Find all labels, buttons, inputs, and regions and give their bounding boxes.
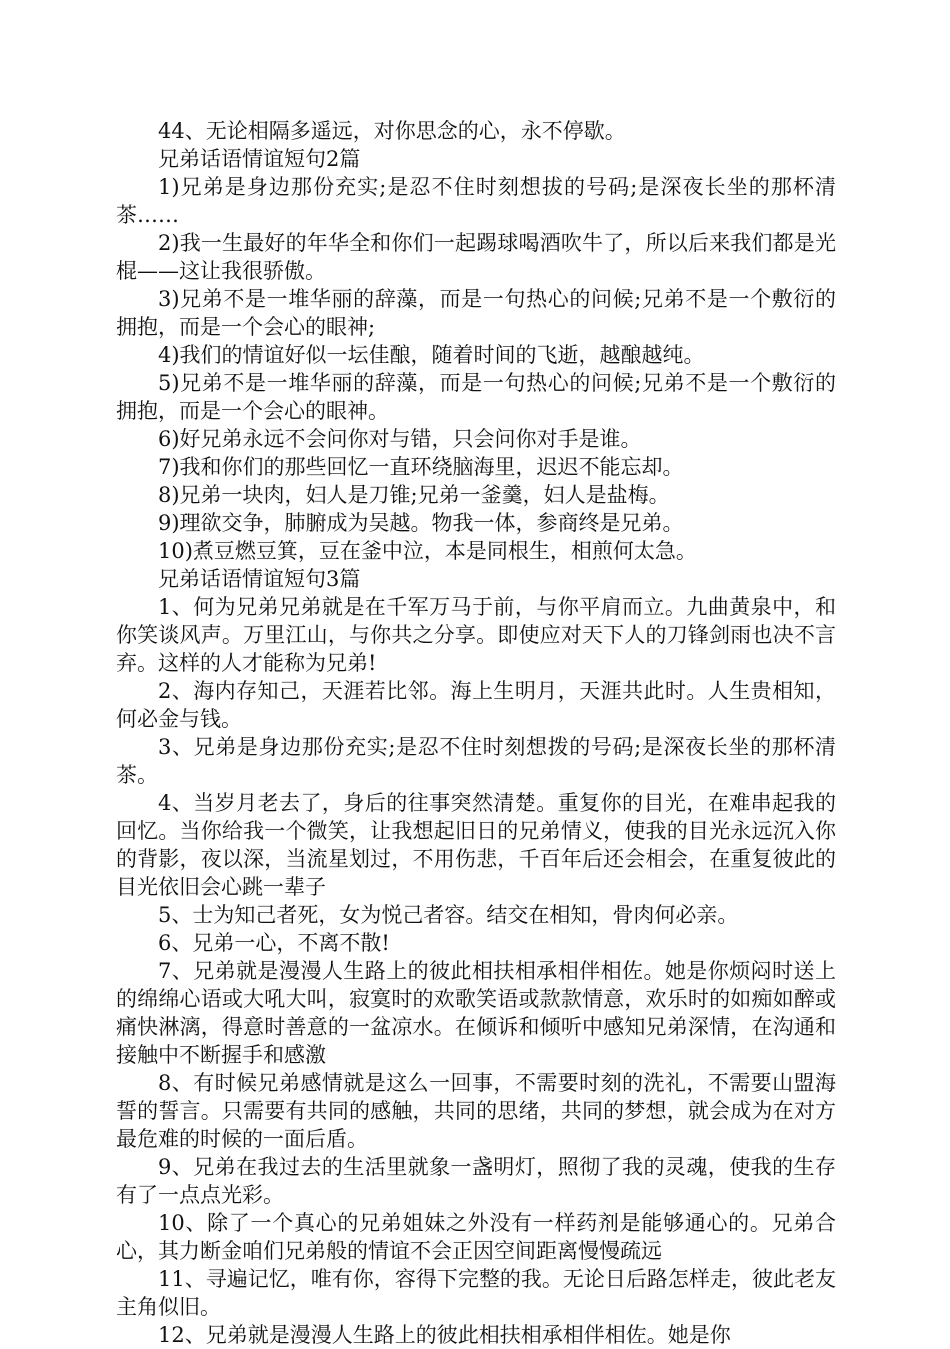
paragraph: 5)兄弟不是一堆华丽的辞藻，而是一句热心的问候;兄弟不是一个敷衍的拥抱，而是一个会心的眼神。 <box>116 371 836 423</box>
paragraph: 4、当岁月老去了，身后的往事突然清楚。重复你的目光，在难串起我的回忆。当你给我一个微笑，让我想起旧日的兄弟情义，使我的目光永远沉入你的背影，夜以深，当流星划过，不用伤悲，千百年后还会相会，在重复彼此的目光依旧会心跳一辈子 <box>116 791 836 899</box>
paragraph-44: 44、无论相隔多遥远，对你思念的心，永不停歇。 <box>158 119 626 143</box>
paragraph: 3)兄弟不是一堆华丽的辞藻，而是一句热心的问候;兄弟不是一个敷衍的拥抱，而是一个会心的眼神; <box>116 287 836 339</box>
section-heading-3: 兄弟话语情谊短句3篇 <box>158 567 361 591</box>
paragraph: 8)兄弟一块肉，妇人是刀锥;兄弟一釜羹，妇人是盐梅。 <box>158 483 670 507</box>
paragraph: 5、士为知己者死，女为悦己者容。结交在相知，骨肉何必亲。 <box>158 903 739 927</box>
paragraph: 1)兄弟是身边那份充实;是忍不住时刻想拔的号码;是深夜长坐的那杯清茶…… <box>116 175 836 227</box>
paragraph: 11、寻遍记忆，唯有你，容得下完整的我。无论日后路怎样走，彼此老友主角似旧。 <box>116 1267 836 1319</box>
paragraph: 7、兄弟就是漫漫人生路上的彼此相扶相承相伴相佐。她是你烦闷时送上的绵绵心语或大吼大叫，寂寞时的欢歌笑语或款款情意，欢乐时的如痴如醉或痛快淋漓，得意时善意的一盆凉水。在倾诉和倾听中感知兄弟深情，在沟通和接触中不断握手和感激 <box>116 959 836 1067</box>
section-heading-2: 兄弟话语情谊短句2篇 <box>158 147 361 171</box>
paragraph: 9、兄弟在我过去的生活里就象一盏明灯，照彻了我的灵魂，使我的生存有了一点点光彩。 <box>116 1155 836 1207</box>
paragraph: 1、何为兄弟兄弟就是在千军万马于前，与你平肩而立。九曲黄泉中，和你笑谈风声。万里江山，与你共之分享。即使应对天下人的刀锋剑雨也决不言弃。这样的人才能称为兄弟! <box>116 595 836 675</box>
paragraph: 10)煮豆燃豆箕，豆在釜中泣，本是同根生，相煎何太急。 <box>158 539 697 563</box>
paragraph: 4)我们的情谊好似一坛佳酿，随着时间的飞逝，越酿越纯。 <box>158 343 705 367</box>
paragraph: 12、兄弟就是漫漫人生路上的彼此相扶相承相伴相佐。她是你 <box>158 1323 731 1347</box>
paragraph: 3、兄弟是身边那份充实;是忍不住时刻想拨的号码;是深夜长坐的那杯清茶。 <box>116 735 836 787</box>
paragraph: 2)我一生最好的年华全和你们一起踢球喝酒吹牛了，所以后来我们都是光棍——这让我很骄傲。 <box>116 231 836 283</box>
paragraph: 8、有时候兄弟感情就是这么一回事，不需要时刻的洗礼，不需要山盟海誓的誓言。只需要有共同的感触，共同的思绪，共同的梦想，就会成为在对方最危难的时候的一面后盾。 <box>116 1071 836 1151</box>
paragraph: 9)理欲交争，肺腑成为吴越。物我一体，参商终是兄弟。 <box>158 511 684 535</box>
paragraph: 6)好兄弟永远不会问你对与错，只会问你对手是谁。 <box>158 427 642 451</box>
paragraph: 7)我和你们的那些回忆一直环绕脑海里，迟迟不能忘却。 <box>158 455 684 479</box>
paragraph: 10、除了一个真心的兄弟姐妹之外没有一样药剂是能够通心的。兄弟合心，其力断金咱们兄弟般的情谊不会正因空间距离慢慢疏远 <box>116 1211 836 1263</box>
document-body <box>116 117 836 1349</box>
paragraph: 2、海内存知己，天涯若比邻。海上生明月，天涯共此时。人生贵相知，何必金与钱。 <box>116 679 836 731</box>
paragraph: 6、兄弟一心，不离不散! <box>158 931 390 955</box>
